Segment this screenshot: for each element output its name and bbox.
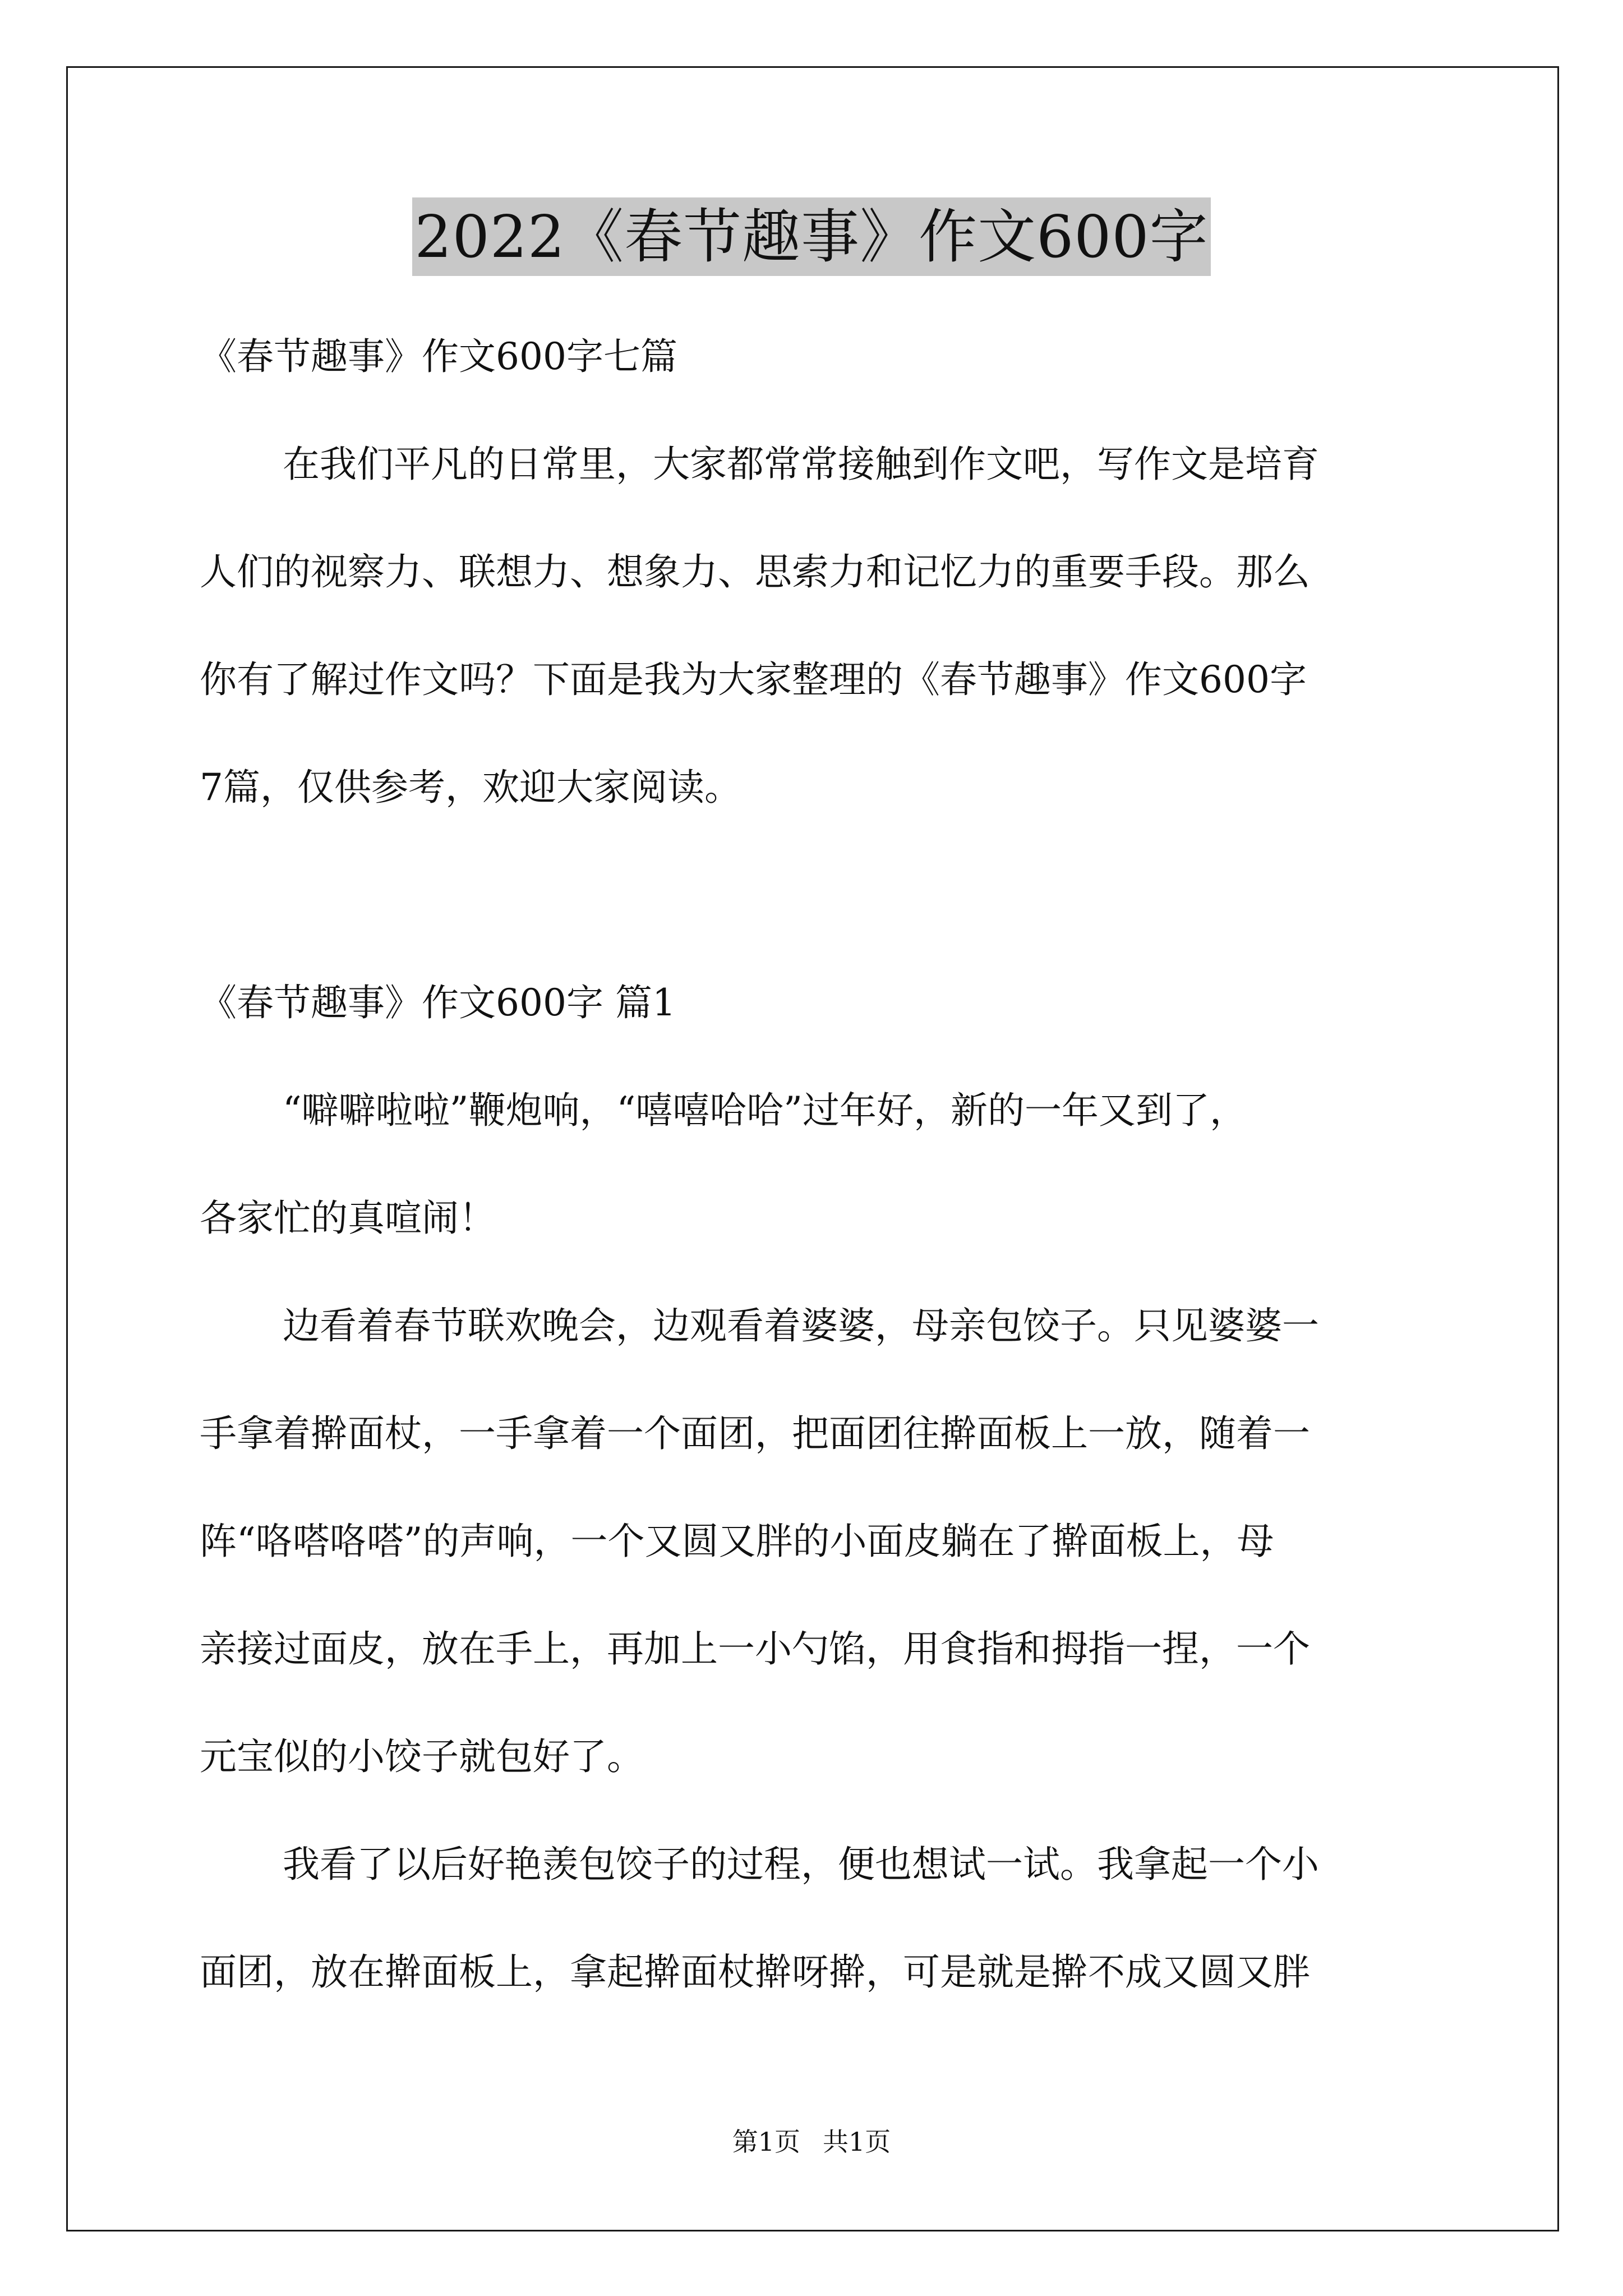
paragraph-line: 阵“咯嗒咯嗒”的声响，一个又圆又胖的小面皮躺在了擀面板上，母 xyxy=(200,1520,1274,1563)
intro-line: 你有了解过作文吗？下面是我为大家整理的《春节趣事》作文600字 xyxy=(200,658,1307,701)
section-heading: 《春节趣事》作文600字 篇1 xyxy=(200,981,676,1024)
document-title: 2022《春节趣事》作文600字 xyxy=(412,197,1210,276)
document-body xyxy=(200,303,1428,2026)
blank-line xyxy=(200,841,1428,949)
page-count: 共1页 xyxy=(823,2127,891,2157)
paragraph-line: 元宝似的小饺子就包好了。 xyxy=(200,1735,644,1778)
document-subtitle: 《春节趣事》作文600字七篇 xyxy=(200,335,677,378)
paragraph-line: 边看着春节联欢晚会，边观看着婆婆，母亲包饺子。只见婆婆一 xyxy=(283,1304,1319,1347)
paragraph-1 xyxy=(200,1057,1428,1272)
paragraph-line: “噼噼啦啦”鞭炮响，“嘻嘻哈哈”过年好，新的一年又到了， xyxy=(283,1089,1247,1132)
title-container xyxy=(0,197,1623,276)
paragraph-line: 各家忙的真喧闹！ xyxy=(200,1197,496,1240)
paragraph-line: 手拿着擀面杖，一手拿着一个面团，把面团往擀面板上一放，随着一 xyxy=(200,1412,1310,1455)
intro-paragraph xyxy=(200,411,1428,841)
intro-line: 在我们平凡的日常里，大家都常常接触到作文吧，写作文是培育 xyxy=(283,443,1319,486)
page-footer xyxy=(0,2125,1623,2159)
paragraph-line: 面团，放在擀面板上，拿起擀面杖擀呀擀，可是就是擀不成又圆又胖 xyxy=(200,1950,1310,1994)
intro-line: 人们的视察力、联想力、想象力、思索力和记忆力的重要手段。那么 xyxy=(200,550,1310,593)
paragraph-line: 我看了以后好艳羡包饺子的过程，便也想试一试。我拿起一个小 xyxy=(283,1843,1319,1886)
intro-line: 7篇，仅供参考，欢迎大家阅读。 xyxy=(200,766,741,809)
paragraph-line: 亲接过面皮，放在手上，再加上一小勺馅，用食指和拇指一捏，一个 xyxy=(200,1627,1310,1671)
paragraph-2 xyxy=(200,1272,1428,1811)
paragraph-3 xyxy=(200,1811,1428,2026)
page-number: 第1页 xyxy=(732,2127,800,2157)
